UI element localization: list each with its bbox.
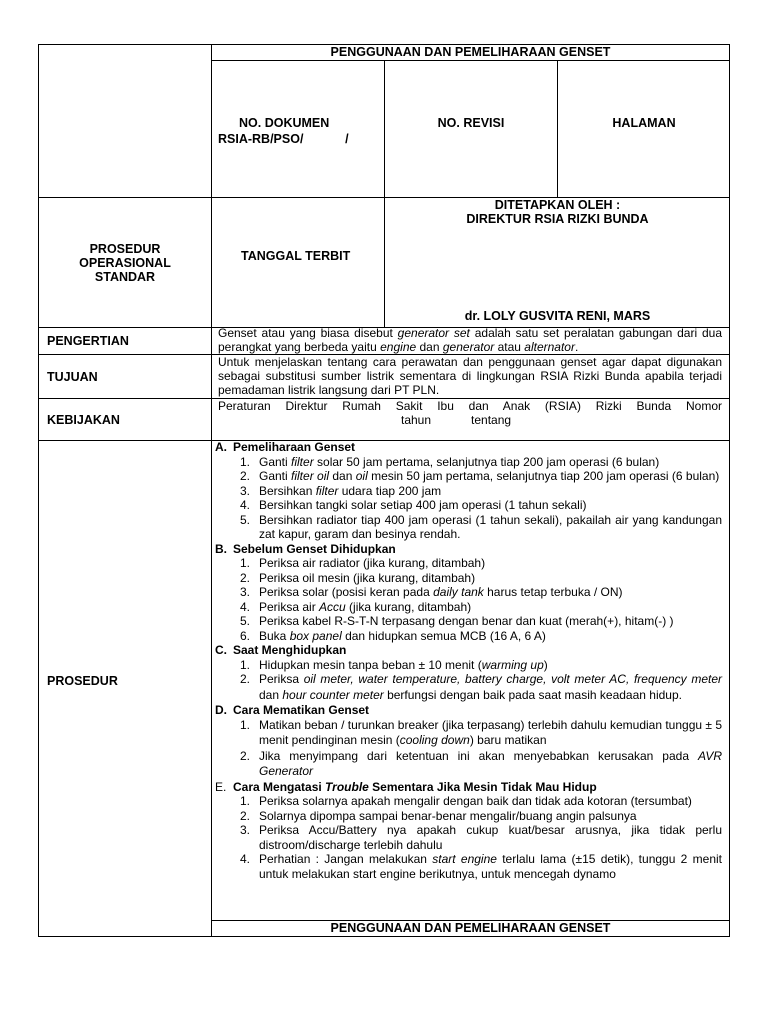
border-left [38, 44, 39, 937]
list-item: 3. Periksa solar (posisi keran pada daily tank harus tetap terbuka / ON) [240, 585, 623, 599]
list-item: 1. Hidupkan mesin tanpa beban ± 10 menit (warming up) [240, 657, 548, 672]
signatory-name: dr. LOLY GUSVITA RENI, MARS [464, 309, 651, 323]
tujuan-text: Untuk menjelaskan tentang cara perawatan dan penggunaan genset agar dapat digunakan sebagai substitusi sumber listrik sementara di lingkungan RSIA Rizki Bunda apabila terjadi pemadaman listrik langsung dari PT PLN. [218, 355, 722, 397]
list-item: 2. Jika menyimpang dari ketentuan ini akan menyebabkan kerusakan pada AVR Generator [240, 748, 722, 778]
section-d-heading: D. Cara Mematikan Genset [215, 703, 370, 717]
prosedur-label: PROSEDUR [47, 673, 118, 688]
ditetapkan-cell [385, 198, 730, 327]
section-a-heading: A. Pemeliharaan Genset [215, 440, 356, 454]
no-dokumen-value: RSIA-RB/PSO/ / [218, 132, 349, 146]
title-divider [211, 60, 730, 61]
section-c-heading: C. Saat Menghidupkan [215, 643, 347, 657]
list-item: 4. Bersihkan tangki solar setiap 400 jam operasi (1 tahun sekali) [240, 498, 587, 512]
kebijakan-label: KEBIJAKAN [47, 412, 120, 427]
list-item: 1. Matikan beban / turunkan breaker (jika terpasang) terlebih dahulu kemudian tunggu ± 5 menit pendinginan mesin (cooling down) baru matikan [240, 717, 722, 747]
prosedur-content [215, 440, 722, 881]
tujuan-label: TUJUAN [47, 369, 98, 384]
no-dokumen-cell [218, 115, 378, 147]
list-item: 3. Bersihkan filter udara tiap 200 jam [240, 483, 442, 498]
pengertian-label: PENGERTIAN [47, 334, 129, 348]
list-item: 6. Buka box panel dan hidupkan semua MCB (16 A, 6 A) [240, 628, 546, 643]
list-item: 5. Bersihkan radiator tiap 400 jam operasi (1 tahun sekali), pakailah air yang kandungan zat kapur, garam dan besinya rendah. [240, 512, 722, 541]
list-item: 4. Perhatian : Jangan melakukan start engine terlalu lama (±15 detik), tunggu 2 menit untuk melakukan start engine berikutnya, untuk mencegah dynamo [240, 852, 722, 881]
list-item: 2. Solarnya dipompa sampai benar-benar mengalir/buang angin palsunya [240, 808, 637, 823]
sop-label: PROSEDUR OPERASIONAL STANDAR [79, 241, 171, 284]
list-item: 1. Periksa solarnya apakah mengalir dengan baik dan tidak ada kotoran (tersumbat) [240, 794, 692, 808]
list-item: 1. Ganti filter solar 50 jam pertama, selanjutnya tiap 200 jam operasi (6 bulan) [240, 454, 660, 469]
section-b-heading: B. Sebelum Genset Dihidupkan [215, 541, 396, 556]
list-item: 2. Periksa oil meter, water temperature, battery charge, volt meter AC, frequency meter dan hour counter meter berfungsi dengan baik pada saat masih keadaan hidup. [240, 672, 722, 702]
list-item: 4. Periksa air Accu (jika kurang, ditambah) [240, 599, 472, 614]
sop-document [38, 44, 730, 937]
kebijakan-line2: tahun tentang [401, 413, 512, 427]
list-item: 5. Periksa kabel R-S-T-N terpasang dengan benar dan kuat (merah(+), hitam(-) ) [240, 614, 674, 628]
no-revisi-label: NO. REVISI [437, 116, 505, 130]
border-right [729, 44, 730, 937]
kebijakan-line1: Peraturan Direktur Rumah Sakit Ibu dan Anak (RSIA) Rizki Bunda Nomor [218, 399, 722, 413]
label-column-divider [211, 44, 212, 937]
list-item: 1. Periksa air radiator (jika kurang, ditambah) [240, 556, 486, 570]
no-dokumen-label: NO. DOKUMEN [239, 116, 330, 130]
halaman-label: HALAMAN [612, 116, 676, 130]
ditetapkan-line1: DITETAPKAN OLEH : [494, 198, 621, 212]
list-item: 2. Periksa oil mesin (jika kurang, ditambah) [240, 570, 476, 585]
document-title: PENGGUNAAN DAN PEMELIHARAAN GENSET [330, 45, 611, 59]
tanggal-terbit-label: TANGGAL TERBIT [241, 249, 351, 263]
pengertian-text: Genset atau yang biasa disebut generator set adalah satu set peralatan gabungan dari dua perangkat yang berbeda yaitu engine dan generator atau alternator. [218, 326, 722, 354]
kebijakan-text [218, 399, 722, 427]
list-item: 3. Periksa Accu/Battery nya apakah cukup kuat/besar arusnya, jika tidak perlu distroom/discharge terlebih dahulu [240, 823, 722, 852]
border-bottom [38, 936, 730, 937]
footer-title: PENGGUNAAN DAN PEMELIHARAAN GENSET [330, 921, 611, 935]
tanggal-terbit-cell [212, 198, 384, 327]
list-item: 2. Ganti filter oil dan oil mesin 50 jam pertama, selanjutnya tiap 200 jam operasi (6 bulan) [240, 469, 720, 483]
ditetapkan-line2: DIREKTUR RSIA RIZKI BUNDA [466, 212, 649, 226]
section-e-heading: E. Cara Mengatasi Trouble Sementara Jika Mesin Tidak Mau Hidup [215, 779, 597, 794]
